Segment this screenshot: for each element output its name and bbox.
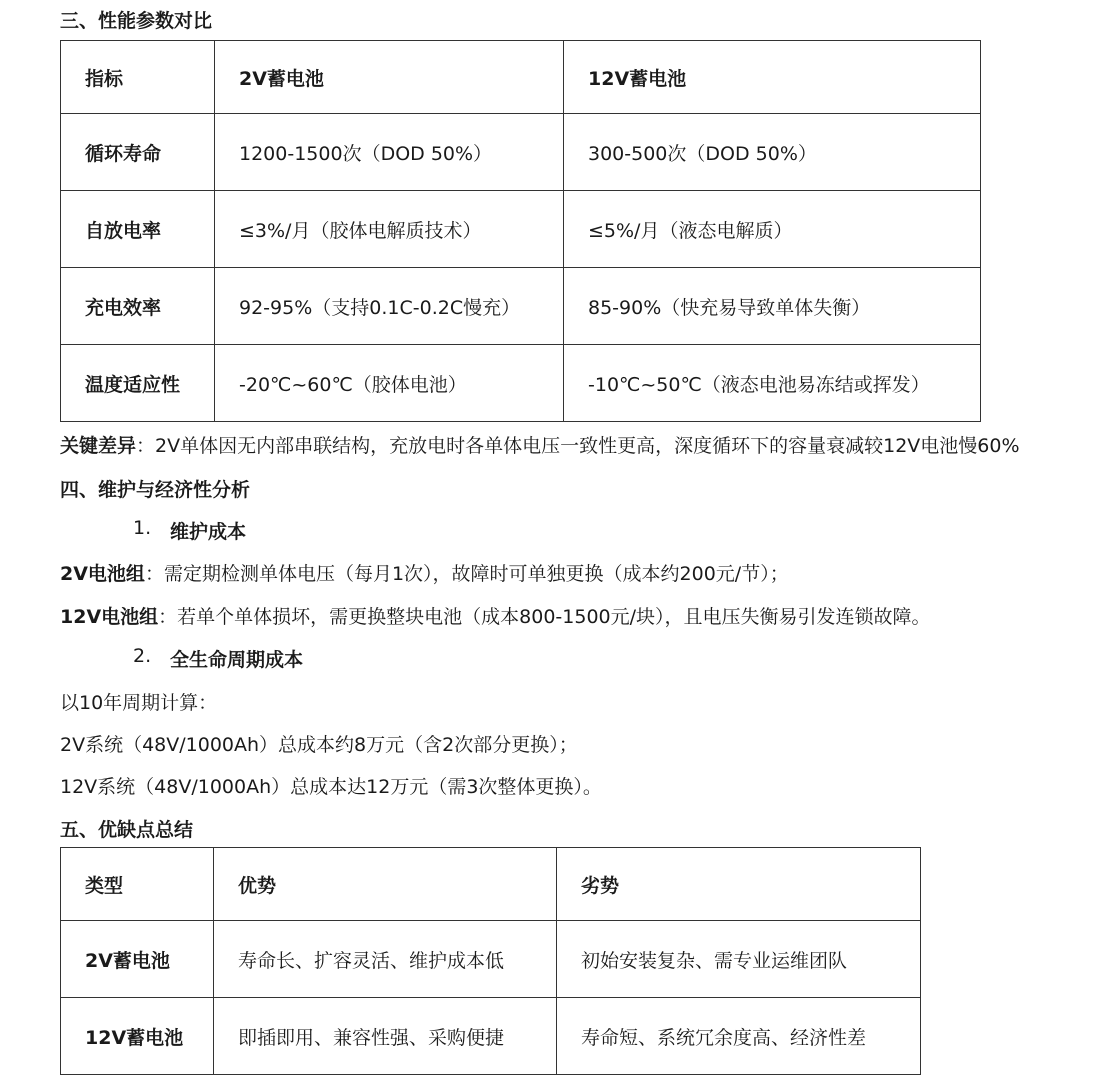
- key-difference-label: 关键差异: [60, 435, 137, 457]
- cell-2v: 1200-1500次（DOD 50%）: [215, 114, 564, 191]
- table-row: [61, 345, 981, 422]
- cell-12v: 300-500次（DOD 50%）: [564, 114, 981, 191]
- cell-12v: -10℃~50℃（液态电池易冻结或挥发）: [564, 345, 981, 422]
- table-header-row: [61, 41, 981, 114]
- table-row: [61, 921, 921, 998]
- row-label: 充电效率: [61, 268, 215, 345]
- header-type: 类型: [61, 848, 214, 921]
- calc-intro: 以10年周期计算：: [60, 692, 218, 714]
- cell-pros: 寿命长、扩容灵活、维护成本低: [214, 921, 557, 998]
- v2-pack-text: ：需定期检测单体电压（每月1次），故障时可单独更换（成本约200元/节）；: [144, 563, 789, 585]
- v12-maintenance-paragraph: [60, 602, 931, 629]
- cell-2v: -20℃~60℃（胶体电池）: [215, 345, 564, 422]
- section-4-title: 四、维护与经济性分析: [60, 479, 251, 501]
- v12-pack-text: ：若单个单体损坏，需更换整块电池（成本800-1500元/块），且电压失衡易引发连锁故障。: [158, 606, 931, 628]
- header-2v: 2V蓄电池: [215, 41, 564, 114]
- maintenance-cost-heading: 维护成本: [170, 521, 247, 543]
- cell-pros: 即插即用、兼容性强、采购便捷: [214, 998, 557, 1075]
- cell-12v: 85-90%（快充易导致单体失衡）: [564, 268, 981, 345]
- table-row: [61, 191, 981, 268]
- lifecycle-cost-heading: 全生命周期成本: [170, 649, 304, 671]
- list-number-2: 2.: [133, 645, 152, 667]
- cell-2v: 92-95%（支持0.1C-0.2C慢充）: [215, 268, 564, 345]
- header-metric: 指标: [61, 41, 215, 114]
- row-label: 循环寿命: [61, 114, 215, 191]
- header-12v: 12V蓄电池: [564, 41, 981, 114]
- table-row: [61, 114, 981, 191]
- calc-12v-system: 12V系统（48V/1000Ah）总成本达12万元（需3次整体更换）。: [60, 776, 602, 798]
- performance-table: [60, 40, 981, 422]
- cell-cons: 初始安装复杂、需专业运维团队: [557, 921, 921, 998]
- table-row: [61, 268, 981, 345]
- header-cons: 劣势: [557, 848, 921, 921]
- table-row: [61, 998, 921, 1075]
- pros-cons-table: [60, 847, 921, 1075]
- calc-2v-system: 2V系统（48V/1000Ah）总成本约8万元（含2次部分更换）；: [60, 734, 578, 756]
- v12-pack-label: 12V电池组: [60, 606, 159, 628]
- section-3-title: 三、性能参数对比: [60, 10, 213, 32]
- cell-cons: 寿命短、系统冗余度高、经济性差: [557, 998, 921, 1075]
- v2-pack-label: 2V电池组: [60, 563, 145, 585]
- row-label: 2V蓄电池: [61, 921, 214, 998]
- v2-maintenance-paragraph: [60, 559, 789, 586]
- row-label: 12V蓄电池: [61, 998, 214, 1075]
- cell-2v: ≤3%/月（胶体电解质技术）: [215, 191, 564, 268]
- header-pros: 优势: [214, 848, 557, 921]
- row-label: 自放电率: [61, 191, 215, 268]
- section-5-title: 五、优缺点总结: [60, 819, 194, 841]
- key-difference-paragraph: [60, 431, 1099, 458]
- table-header-row: [61, 848, 921, 921]
- key-difference-text: ：2V单体因无内部串联结构，充放电时各单体电压一致性更高，深度循环下的容量衰减较12V电池慢60%: [136, 435, 1020, 457]
- list-number-1: 1.: [133, 517, 152, 539]
- row-label: 温度适应性: [61, 345, 215, 422]
- cell-12v: ≤5%/月（液态电解质）: [564, 191, 981, 268]
